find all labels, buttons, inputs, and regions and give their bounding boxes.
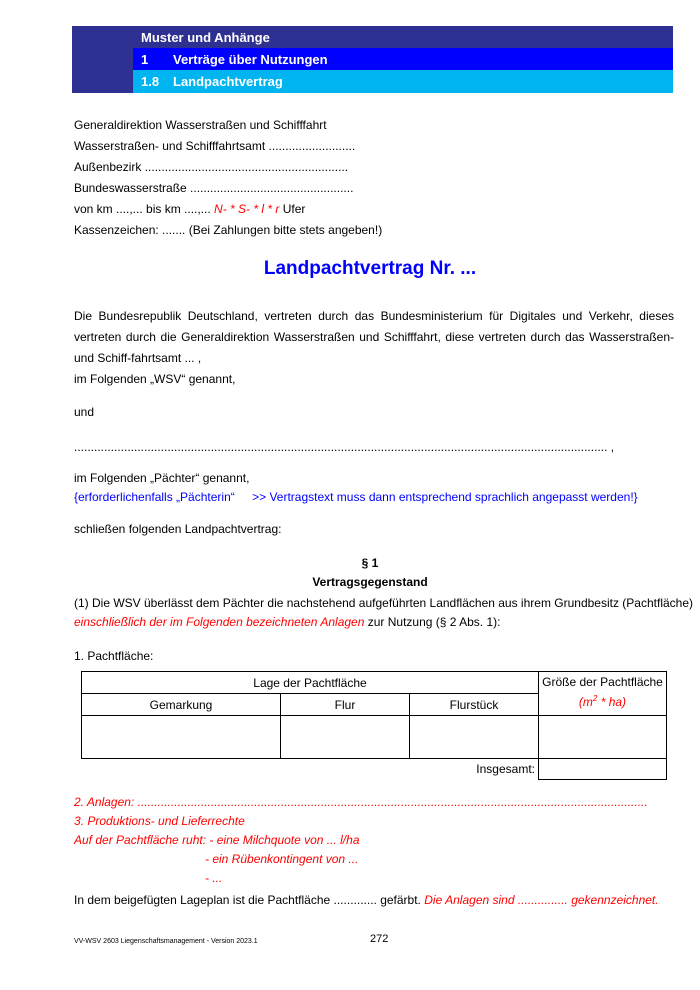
header-subsection-label: Landpachtvertrag: [173, 74, 283, 89]
section-paragraph-1a: (1) Die WSV überlässt dem Pächter die nachstehend aufgeführten Landflächen aus ihrem Grundbesitz (Pachtfläche): [74, 596, 694, 610]
section-number: § 1: [361, 556, 379, 570]
header-chapter: [133, 26, 673, 48]
other-rights-line: - ...: [205, 871, 223, 885]
gender-note: [74, 490, 638, 504]
section-paragraph-1b: [74, 615, 500, 629]
contract-conclusion: schließen folgenden Landpachtvertrag:: [74, 522, 282, 536]
anlagen-clause: einschließlich der im Folgenden bezeichneten Anlagen: [74, 615, 365, 629]
km-range: von km ....,... bis km ....,...: [74, 202, 215, 216]
site-plan-text: In dem beigefügten Lageplan ist die Pachtfläche ............. gefärbt.: [74, 893, 425, 907]
parcel-table: [81, 671, 667, 780]
tenant-designation: im Folgenden „Pächter“ genannt,: [74, 471, 250, 485]
table-header-location: Lage der Pachtfläche: [82, 672, 539, 694]
item-pachtflaeche: 1. Pachtfläche:: [74, 649, 154, 663]
beet-quota-line: - ein Rübenkontingent von ...: [205, 852, 359, 866]
milk-quota-line: Auf der Pachtfläche ruht: - eine Milchquote von ... l/ha: [74, 833, 360, 847]
intro-paragraph: Die Bundesrepublik Deutschland, vertreten durch das Bundesministerium für Digitales und Verkehr, dieses vertreten durch die Generaldirektion Wasserstraßen und Schifffahrt, diese vertreten durch das Wasserstraßen- und Schiff-fahrtsamt ... ,: [74, 309, 674, 365]
section-heading: Vertragsgegenstand: [312, 575, 428, 589]
tenant-placeholder-line: ................................................................................................................................................................ ,: [74, 440, 615, 454]
header-subsection-number: 1.8: [141, 74, 160, 89]
table-cell-flur: [281, 716, 410, 759]
footer-document-info: VV-WSV 2603 Liegenschaftsmanagement - Version 2023.1: [74, 938, 258, 945]
gender-note-b: >> Vertragstext muss dann entsprechend sprachlich angepasst werden!}: [252, 490, 638, 504]
header-section-number: 1: [141, 51, 149, 67]
table-header-flur: Flur: [281, 694, 410, 716]
site-plan-line: [74, 893, 659, 907]
address-line-1: Generaldirektion Wasserstraßen und Schifffahrt: [74, 118, 327, 132]
table-total-label: Insgesamt:: [476, 762, 535, 777]
address-line-2: Wasserstraßen- und Schifffahrtsamt ..........................: [74, 139, 356, 153]
table-header-flurstueck: Flurstück: [410, 694, 539, 716]
wsv-designation: im Folgenden „WSV“ genannt,: [74, 372, 236, 386]
table-header-gemarkung: Gemarkung: [82, 694, 281, 716]
ufer-label: Ufer: [279, 202, 306, 216]
table-total-value: [539, 759, 667, 780]
header-chapter-label: Muster und Anhänge: [141, 29, 270, 45]
table-header-size: [539, 672, 667, 716]
contract-title: Landpachtvertrag Nr. ...: [263, 258, 477, 279]
address-line-5: [74, 202, 305, 216]
header-subsection: [133, 70, 673, 93]
ufer-options: N- * S- * l * r: [214, 202, 280, 216]
address-line-3: Außenbezirk .............................................................: [74, 160, 349, 174]
header-section: [133, 48, 673, 70]
header-section-label: Verträge über Nutzungen: [173, 51, 328, 67]
table-cell-size: [539, 716, 667, 759]
table-cell-flurstueck: [410, 716, 539, 759]
header-color-block: [72, 26, 133, 93]
gender-note-a: {erforderlichenfalls „Pächterin“: [74, 490, 235, 504]
item-production-rights: 3. Produktions- und Lieferrechte: [74, 814, 245, 828]
page-number: 272: [370, 933, 389, 945]
table-header-unit: $(m^2 * ha)$: [578, 694, 627, 709]
address-line-4: Bundeswasserstraße .................................................: [74, 181, 354, 195]
address-line-6: Kassenzeichen: ....... (Bei Zahlungen bitte stets angeben!): [74, 223, 383, 237]
table-header-size-label: Größe der Pachtfläche: [542, 675, 663, 689]
item-anlagen: 2. Anlagen: .........................................................................................................................................................: [74, 795, 648, 809]
usage-clause: zur Nutzung (§ 2 Abs. 1):: [364, 615, 501, 629]
table-cell-gemarkung: [82, 716, 281, 759]
and-text: und: [74, 405, 95, 419]
site-plan-anlagen: Die Anlagen sind ............... gekennzeichnet.: [424, 893, 659, 907]
